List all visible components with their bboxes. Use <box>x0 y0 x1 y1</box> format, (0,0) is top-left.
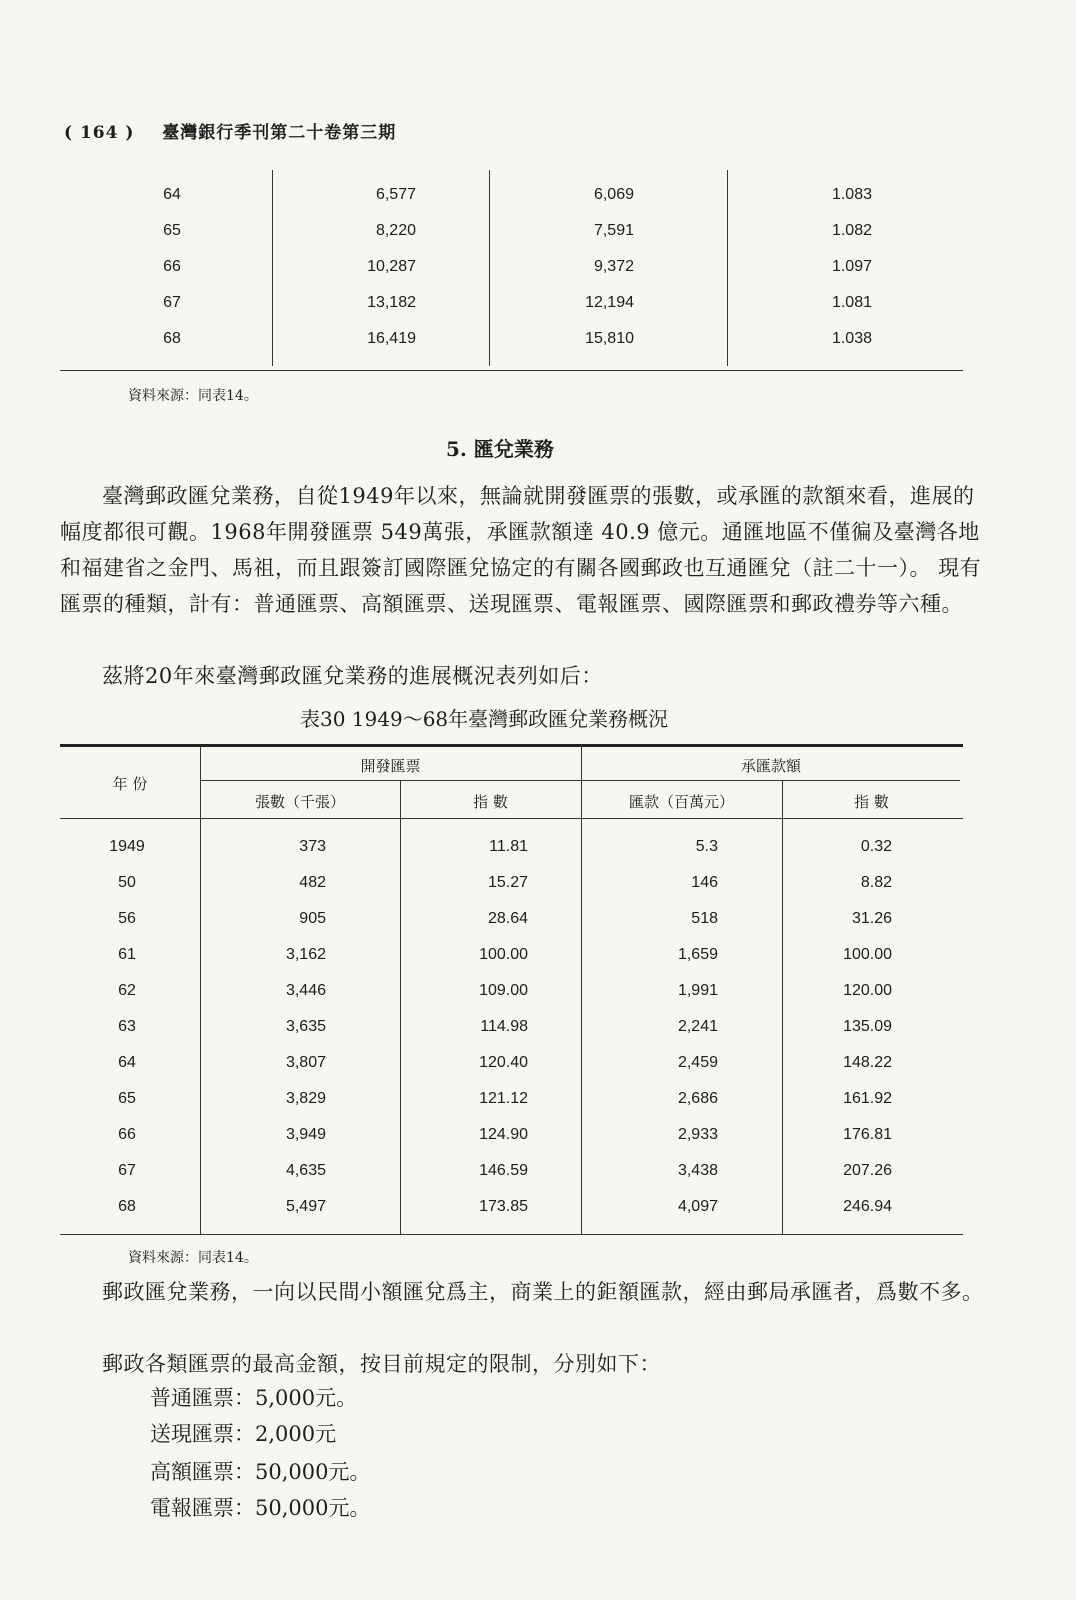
table-cell: 373 <box>299 838 326 855</box>
table-cell: 15.27 <box>487 874 528 891</box>
table-cell: 12,194 <box>585 294 634 311</box>
table-cell: 1.082 <box>831 222 872 239</box>
header-issued-group: 開發匯票 <box>360 757 421 775</box>
table-cell: 2,933 <box>677 1126 718 1143</box>
table-col-divider <box>782 781 783 1234</box>
table-cell: 207.26 <box>843 1162 892 1179</box>
table-cell: 148.22 <box>843 1054 892 1071</box>
paragraph-2: 茲將20年來臺灣郵政匯兌業務的進展概況表列如后： <box>102 664 603 688</box>
table-cell: 173.85 <box>479 1198 528 1215</box>
table-cell: 109.00 <box>479 982 528 999</box>
table-cell: 518 <box>691 910 718 927</box>
table-cell: 62 <box>118 982 136 999</box>
table-cell: 68 <box>118 1198 136 1215</box>
table-cell: 68 <box>163 330 181 347</box>
table-cell: 114.98 <box>480 1018 528 1035</box>
table-cell: 66 <box>118 1126 136 1143</box>
table-cell: 100.00 <box>843 946 892 963</box>
table-cell: 1.083 <box>831 186 872 203</box>
top-table-bottom-rule <box>60 370 963 371</box>
table-cell: 65 <box>163 222 181 239</box>
table-cell: 3,635 <box>285 1018 326 1035</box>
table-header-rule <box>60 818 963 819</box>
table-cell: 3,162 <box>285 946 326 963</box>
table-cell: 1,659 <box>677 946 718 963</box>
table-cell: 176.81 <box>843 1126 892 1143</box>
table-cell: 120.40 <box>479 1054 528 1071</box>
table-cell: 3,446 <box>285 982 326 999</box>
table-cell: 3,829 <box>285 1090 326 1107</box>
table-cell: 161.92 <box>843 1090 892 1107</box>
table-cell: 1.081 <box>831 294 872 311</box>
table-group-rule <box>200 780 960 781</box>
table-cell: 64 <box>163 186 181 203</box>
table-cell: 13,182 <box>367 294 416 311</box>
top-table-source: 資料來源：同表14。 <box>128 388 258 404</box>
table-cell: 2,241 <box>677 1018 718 1035</box>
table-cell: 4,635 <box>285 1162 326 1179</box>
table-top-rule <box>60 744 963 747</box>
limit-item: 高額匯票：50,000元。 <box>150 1460 371 1484</box>
table-cell: 146.59 <box>479 1162 528 1179</box>
table-cell: 8.82 <box>860 874 892 891</box>
table-cell: 61 <box>118 946 136 963</box>
table-cell: 121.12 <box>479 1090 528 1107</box>
table-cell: 246.94 <box>843 1198 892 1215</box>
table-cell: 16,419 <box>367 330 416 347</box>
table-cell: 482 <box>299 874 326 891</box>
table-cell: 1.097 <box>831 258 872 275</box>
table-cell: 100.00 <box>479 946 528 963</box>
table-cell: 64 <box>118 1054 136 1071</box>
table-cell: 11.81 <box>489 838 528 855</box>
top-table-divider <box>272 170 273 366</box>
table-cell: 50 <box>118 874 136 891</box>
paragraph-3: 郵政匯兌業務，一向以民間小額匯兌爲主，商業上的鉅額匯款，經由郵局承匯者，爲數不多。 <box>102 1280 984 1304</box>
table-cell: 905 <box>299 910 326 927</box>
header-remit-group: 承匯款額 <box>740 757 801 775</box>
table-col-divider <box>581 747 582 1234</box>
table-cell: 3,949 <box>285 1126 326 1143</box>
table-cell: 67 <box>163 294 181 311</box>
header-index-2: 指 數 <box>854 793 889 811</box>
table-cell: 3,807 <box>285 1054 326 1071</box>
table-cell: 1.038 <box>831 330 872 347</box>
limit-item: 送現匯票：2,000元 <box>150 1422 337 1446</box>
table-title: 表30 1949～68年臺灣郵政匯兌業務概況 <box>300 707 669 731</box>
table-cell: 6,577 <box>375 186 416 203</box>
journal-title: 臺灣銀行季刊第二十卷第三期 <box>162 123 397 143</box>
page-header <box>64 118 396 143</box>
table-cell: 9,372 <box>593 258 634 275</box>
table-cell: 5,497 <box>285 1198 326 1215</box>
table-cell: 6,069 <box>593 186 634 203</box>
table-cell: 146 <box>691 874 718 891</box>
header-count: 張數（千張） <box>254 793 345 811</box>
table-cell: 67 <box>118 1162 136 1179</box>
table-cell: 2,459 <box>677 1054 718 1071</box>
page-number: ( 164 ) <box>64 123 135 143</box>
top-table-divider <box>489 170 490 366</box>
table-cell: 5.3 <box>695 838 718 855</box>
table-cell: 3,438 <box>677 1162 718 1179</box>
table-cell: 66 <box>163 258 181 275</box>
table-cell: 1949 <box>109 838 145 855</box>
table-30-source: 資料來源：同表14。 <box>128 1250 258 1266</box>
table-cell: 0.32 <box>860 838 892 855</box>
top-table-divider <box>727 170 728 366</box>
limit-item: 電報匯票：50,000元。 <box>150 1496 371 1520</box>
header-index-1: 指 數 <box>473 793 508 811</box>
table-bottom-rule <box>60 1234 963 1235</box>
limit-item: 普通匯票：5,000元。 <box>150 1386 358 1410</box>
table-cell: 10,287 <box>367 258 416 275</box>
table-cell: 135.09 <box>843 1018 892 1035</box>
table-cell: 31.26 <box>851 910 892 927</box>
table-cell: 8,220 <box>375 222 416 239</box>
table-cell: 124.90 <box>479 1126 528 1143</box>
table-cell: 2,686 <box>677 1090 718 1107</box>
table-cell: 65 <box>118 1090 136 1107</box>
table-cell: 28.64 <box>487 910 528 927</box>
table-col-divider <box>200 747 201 1234</box>
table-cell: 120.00 <box>843 982 892 999</box>
table-cell: 1,991 <box>677 982 718 999</box>
table-cell: 7,591 <box>593 222 634 239</box>
paragraph-4: 郵政各類匯票的最高金額，按目前規定的限制，分別如下： <box>102 1352 661 1376</box>
paragraph-1: 臺灣郵政匯兌業務，自從1949年以來，無論就開發匯票的張數，或承匯的款額來看，進展的幅度都很可觀。1968年開發匯票 549萬張，承匯款額達 40.9 億元。通匯地區不僅徧及臺灣各地和福建省之金門、馬祖，而且跟簽訂國際匯兌協定的有關各國郵政也互通匯兌（註二十一）。 現有匯票的種類，計有：普通匯票、高額匯票、送現匯票、電報匯票、國際匯票和郵政禮券等六種。 <box>60 484 982 616</box>
table-col-divider <box>400 781 401 1234</box>
table-cell: 63 <box>118 1018 136 1035</box>
table-cell: 56 <box>118 910 136 927</box>
table-cell: 4,097 <box>677 1198 718 1215</box>
table-cell: 15,810 <box>585 330 634 347</box>
header-year: 年 份 <box>112 775 148 793</box>
header-amount: 匯款（百萬元） <box>628 793 734 811</box>
section-title: 5. 匯兌業務 <box>446 437 554 461</box>
